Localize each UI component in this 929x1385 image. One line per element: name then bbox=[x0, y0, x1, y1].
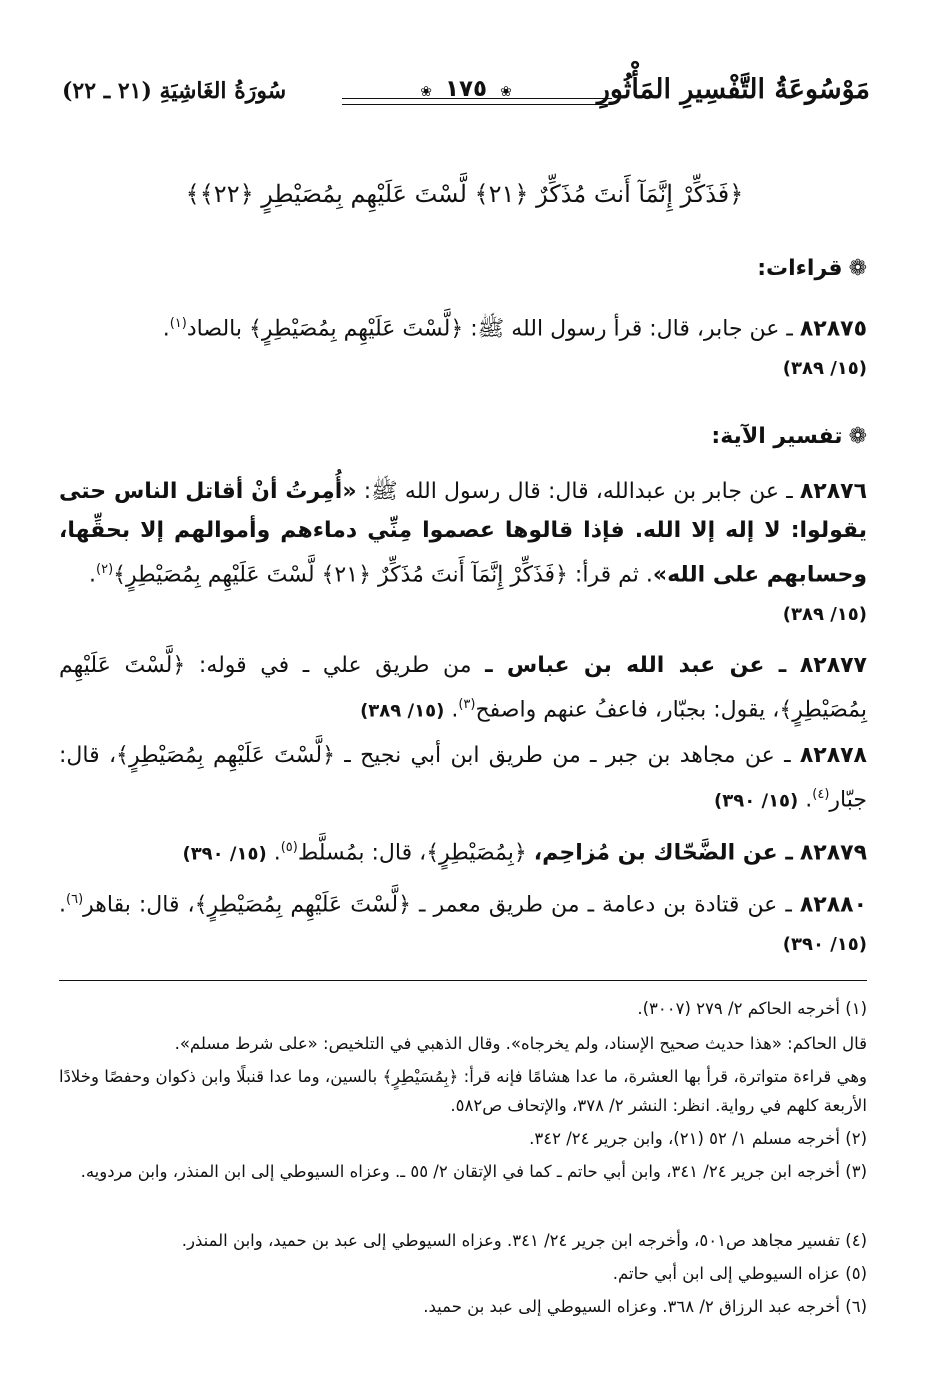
footnote-marker: (٤) bbox=[812, 787, 830, 802]
flower-icon: ❁ bbox=[848, 256, 867, 281]
book-title: مَوْسُوعَةُ التَّفْسِيرِ المَأْثُورِ bbox=[596, 74, 870, 105]
section-heading-tafsir: ❁تفسير الآية: bbox=[711, 424, 867, 449]
footnote-marker: (٥) bbox=[280, 840, 298, 855]
reference: (١٥/ ٣٨٩) bbox=[782, 358, 867, 380]
entry-82877: ٨٢٨٧٧ ـ عن عبد الله بن عباس ـ من طريق علي ـ في قوله: ﴿لَّسْتَ عَلَيْهِم بِمُصَيْطِرٍ﴾، يقول: بجبّار، فاعفُ عنهم واصفح$^{(٣)}$. (١٥/ ٣٨٩) bbox=[59, 653, 867, 723]
reference: (١٥/ ٣٨٩) bbox=[782, 604, 867, 626]
entry-82879: ٨٢٨٧٩ ـ عن الضَّحّاك بن مُزاحِم، ﴿بِمُصَيْطِرٍ﴾، قال: بمُسلَّط$^{(٥)}$. (١٥/ ٣٩٠) bbox=[182, 840, 867, 866]
entry-82878: ٨٢٨٧٨ ـ عن مجاهد بن جبر ـ من طريق ابن أبي نجيح ـ ﴿لَّسْتَ عَلَيْهِم بِمُصَيْطِرٍ﴾، قال: جبّار$^{(٤)}$. (١٥/ ٣٩٠) bbox=[59, 743, 867, 813]
footnote-4: (٤) تفسير مجاهد ص٥٠١، وأخرجه ابن جرير ٢٤/ ٣٤١. وعزاه السيوطي إلى عبد بن حميد، وابن المنذر. bbox=[181, 1231, 867, 1250]
header-rule-left bbox=[342, 98, 488, 105]
entry-82875: ٨٢٨٧٥ ـ عن جابر، قال: قرأ رسول الله ﷺ: ﴿لَّسْتَ عَلَيْهِم بِمُصَيْطِرٍ﴾ بالصاد$^{(١)}$. (١٥/ ٣٨٩) bbox=[162, 316, 867, 380]
ornament-icon: ❀ bbox=[500, 84, 512, 100]
entry-82876: ٨٢٨٧٦ ـ عن جابر بن عبدالله، قال: قال رسول الله ﷺ: «أُمِرتُ أنْ أقاتل الناس حتى يقولوا: لا إله إلا الله. فإذا قالوها عصموا مِنِّي دماءهم وأموالهم إلا بحقِّها، وحسابهم على الله». ثم قرأ: ﴿فَذَكِّرْ إِنَّمَآ أَنتَ مُذَكِّرٌ ﴿٢١﴾ لَّسْتَ عَلَيْهِم بِمُصَيْطِرٍ﴾$^{(٢)}$. (١٥/ ٣٨٩) bbox=[59, 479, 867, 626]
ornament-icon: ❀ bbox=[420, 84, 432, 100]
footnote-1-qiraa: وهي قراءة متواترة، قرأ بها العشرة، ما عدا هشامًا فإنه قرأ: ﴿بِمُسَيْطِرٍ﴾ بالسين، وما عدا قنبلًا وابن ذكوان وحفصًا وخلادًا الأربعة كلهم في رواية. انظر: النشر ٢/ ٣٧٨، والإتحاف ص٥٨٢. bbox=[59, 1067, 867, 1115]
footnote-marker: (٦) bbox=[66, 892, 84, 907]
footnote-marker: (١) bbox=[169, 316, 187, 331]
page-number: ١٧٥ bbox=[444, 76, 488, 102]
footnote-6: (٦) أخرجه عبد الرزاق ٢/ ٣٦٨. وعزاه السيوطي إلى عبد بن حميد. bbox=[423, 1297, 867, 1316]
hadith-text: «أُمِرتُ أنْ أقاتل الناس حتى يقولوا: لا إله إلا الله. فإذا قالوها عصموا مِنِّي دماءهم وأموالهم إلا بحقِّها، وحسابهم على الله» bbox=[59, 479, 867, 588]
section-heading-qiraat: ❁قراءات: bbox=[757, 256, 867, 281]
reference: (١٥/ ٣٨٩) bbox=[360, 700, 445, 722]
footnote-5: (٥) عزاه السيوطي إلى ابن أبي حاتم. bbox=[612, 1264, 867, 1283]
footnote-marker: (٣) bbox=[458, 697, 476, 712]
entry-82880: ٨٢٨٨٠ ـ عن قتادة بن دعامة ـ من طريق معمر ـ ﴿لَّسْتَ عَلَيْهِم بِمُصَيْطِرٍ﴾، قال: بقاهر$^{(٦)}$. (١٥/ ٣٩٠) bbox=[59, 892, 867, 956]
footnote-marker: (٢) bbox=[96, 562, 114, 577]
footnote-divider bbox=[59, 980, 867, 981]
surah-label: سُورَةُ الغَاشِيَةِ (٢١ ـ ٢٢) bbox=[62, 78, 287, 104]
reference: (١٥/ ٣٩٠) bbox=[182, 843, 267, 865]
quran-verse: ﴿فَذَكِّرْ إِنَّمَآ أَنتَ مُذَكِّرٌ ﴿٢١﴾ لَّسْتَ عَلَيْهِم بِمُصَيْطِرٍ ﴿٢٢﴾﴾ bbox=[185, 180, 744, 208]
reference: (١٥/ ٣٩٠) bbox=[714, 790, 799, 812]
footnote-2: (٢) أخرجه مسلم ١/ ٥٢ (٢١)، وابن جرير ٢٤/ ٣٤٢. bbox=[529, 1129, 867, 1148]
footnote-1-comment: قال الحاكم: «هذا حديث صحيح الإسناد، ولم يخرجاه». وقال الذهبي في التلخيص: «على شرط مسلم». bbox=[174, 1034, 867, 1053]
page-header bbox=[62, 62, 870, 112]
flower-icon: ❁ bbox=[848, 424, 867, 449]
reference: (١٥/ ٣٩٠) bbox=[782, 934, 867, 956]
footnote-1: (١) أخرجه الحاكم ٢/ ٢٧٩ (٣٠٠٧). bbox=[637, 999, 867, 1018]
footnote-3: (٣) أخرجه ابن جرير ٢٤/ ٣٤١، وابن أبي حاتم ـ كما في الإتقان ٢/ ٥٥ ـ. وعزاه السيوطي إلى ابن المنذر، وابن مردويه. bbox=[80, 1162, 867, 1181]
